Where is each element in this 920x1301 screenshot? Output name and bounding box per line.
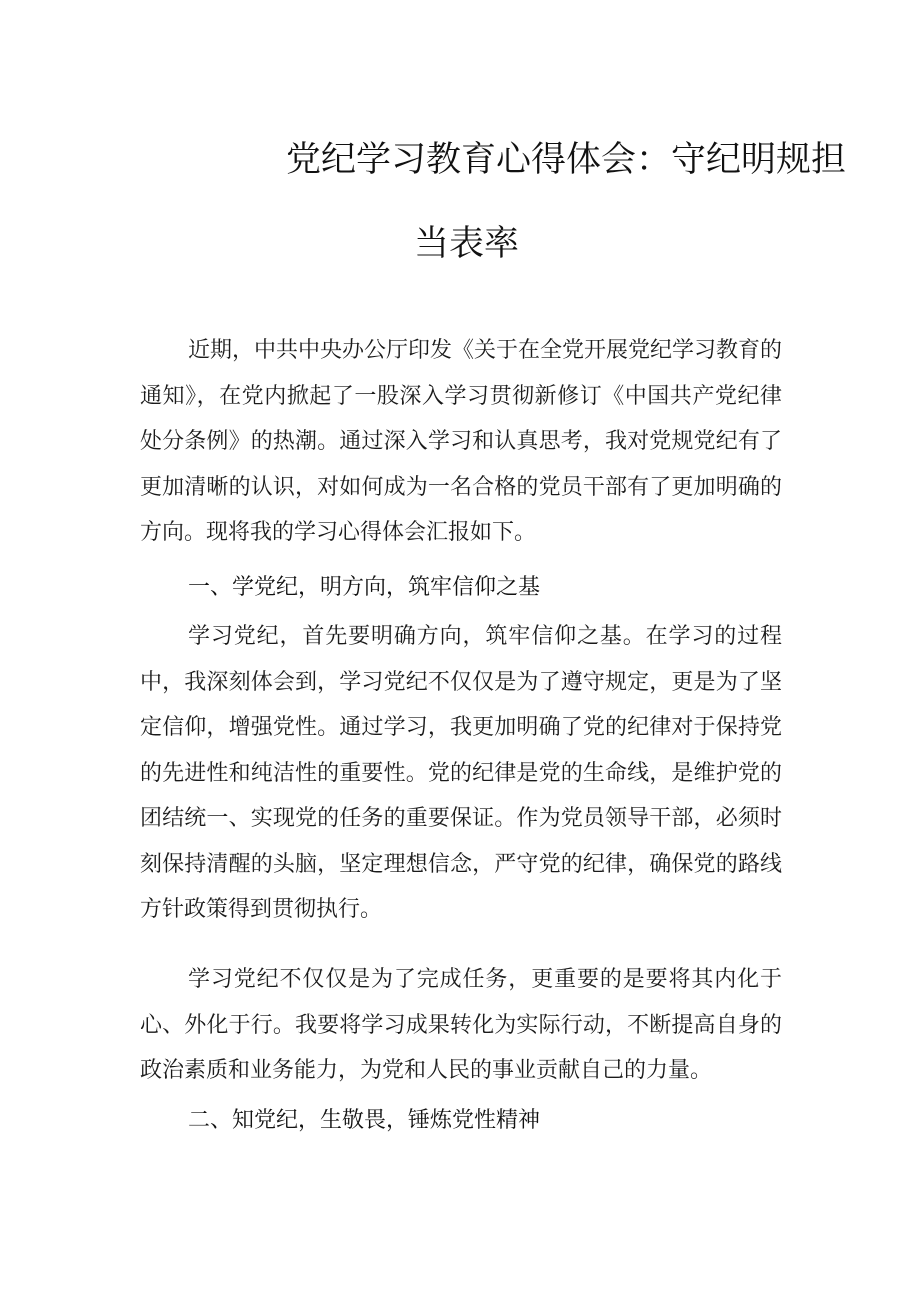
document-title-line-1: 党纪学习教育心得体会：守纪明规担	[286, 140, 847, 180]
paragraph-section-1-a: 学习党纪，首先要明确方向，筑牢信仰之基。在学习的过程中，我深刻体会到，学习党纪不仅仅是为了遵守规定，更是为了坚定信仰，增强党性。通过学习，我更加明确了党的纪律对于保持党的先进性和纯洁性的重要性。党的纪律是党的生命线，是维护党的团结统一、实现党的任务的重要保证。作为党员领导干部，必须时刻保持清醒的头脑，坚定理想信念，严守党的纪律，确保党的路线方针政策得到贯彻执行。	[140, 624, 782, 922]
document-title-line-2: 当表率	[414, 224, 520, 264]
section-heading-2: 二、知党纪，生敬畏，锤炼党性精神	[188, 1108, 541, 1133]
paragraph-section-1-b: 学习党纪不仅仅是为了完成任务，更重要的是要将其内化于心、外化于行。我要将学习成果转化为实际行动，不断提高自身的政治素质和业务能力，为党和人民的事业贡献自己的力量。	[140, 967, 782, 1083]
section-heading-1: 一、学党纪，明方向，筑牢信仰之基	[188, 575, 541, 600]
paragraph-intro: 近期，中共中央办公厅印发《关于在全党开展党纪学习教育的通知》，在党内掀起了一股深入学习贯彻新修订《中国共产党纪律处分条例》的热潮。通过深入学习和认真思考，我对党规党纪有了更加清晰的认识，对如何成为一名合格的党员干部有了更加明确的方向。现将我的学习心得体会汇报如下。	[140, 338, 783, 545]
